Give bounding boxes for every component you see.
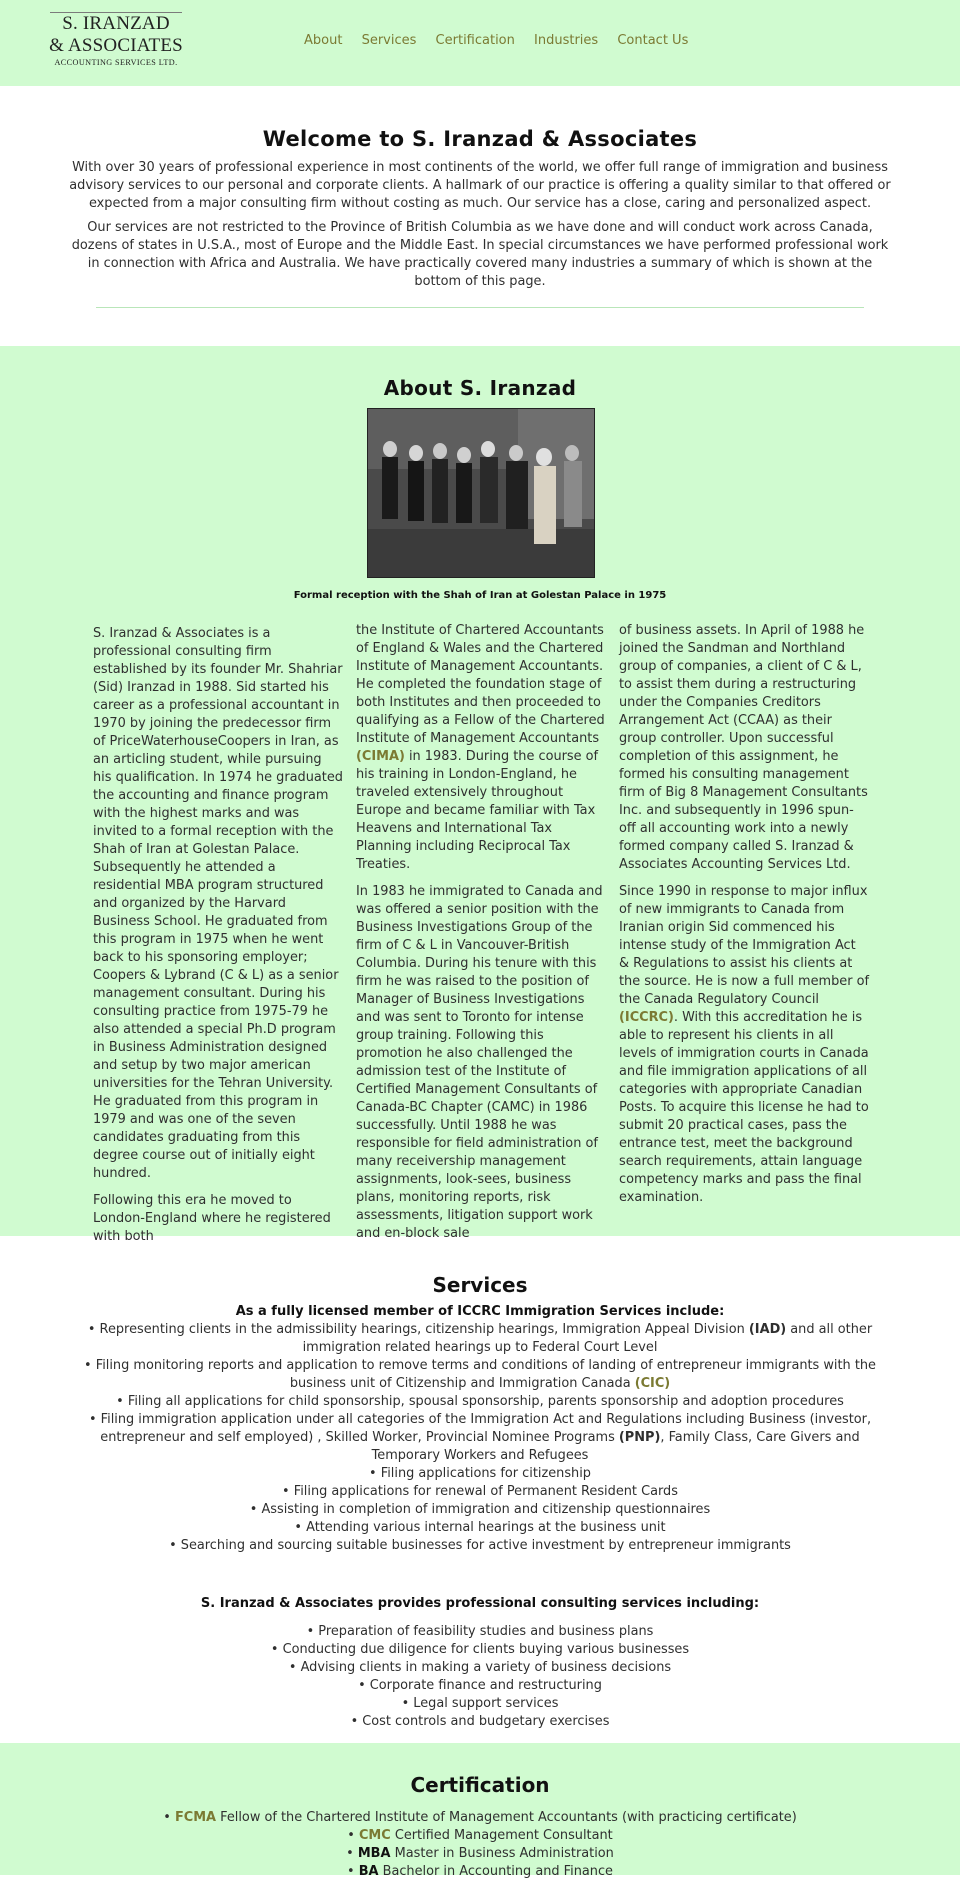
welcome-paragraph-2: Our services are not restricted to the Province of British Columbia as we have done and will conduct work across Canada, dozens of states in U.S.A., most of Europe and the Middle East. In special circumstances we have performed professional work in connection with Africa and Australia. We have practically covered many industries a summary of which is shown at the bottom of this page. (71, 220, 889, 289)
col2-text-b: in 1983. During the course of his training in London-England, he traveled extensively throughout Europe and became familiar with Tax Heavens and International Tax Planning including Reciprocal Tax Treaties. (356, 749, 599, 872)
about-section (0, 346, 960, 1244)
cima-highlight: (CIMA) (356, 749, 405, 764)
reception-photo (367, 408, 595, 578)
cert-item-cmc: • CMC Certified Management Consultant (347, 1828, 613, 1843)
ba-abbr: BA (358, 1864, 379, 1879)
service-item-6: • Filing applications for renewal of Permanent Resident Cards (282, 1484, 678, 1499)
cert-item-mba: • MBA Master in Business Administration (346, 1846, 614, 1861)
consulting-item-2: • Conducting due diligence for clients buying various businesses (270, 1642, 690, 1657)
logo-line-1: S. IRANZAD (62, 13, 170, 34)
iad-abbr: (IAD) (748, 1322, 787, 1337)
consulting-item-6: • Cost controls and budgetary exercises (350, 1714, 610, 1729)
nav-industries[interactable]: Industries (534, 33, 599, 48)
pnp-abbr: (PNP) (618, 1430, 661, 1445)
service-item-2 (66, 1357, 894, 1393)
cert-item-ba: • BA Bachelor in Accounting and Finance (346, 1864, 613, 1879)
col3-text-b: . With this accreditation he is able to represent his clients in all levels of immigration courts in Canada and file immigration applications of all categories with appropriate Canadian Posts. To acquire this license he had to submit 20 practical cases, pass the entrance test, meet the background search requirements, attain language competency marks and pass the final examination. (619, 1010, 869, 1205)
photo-caption: Formal reception with the Shah of Iran at Golestan Palace in 1975 (293, 590, 667, 601)
ba-text: Bachelor in Accounting and Finance (378, 1864, 613, 1879)
main-nav (304, 33, 703, 48)
welcome-paragraph-1: With over 30 years of professional experience in most continents of the world, we offer full range of immigration and business advisory services to our personal and corporate clients. A hallmark of our practice is offering a quality similar to that offered or expected from a major consulting firm without costing as much. Our service has a close, caring and personalized aspect. (69, 160, 891, 211)
cic-abbr: (CIC) (634, 1376, 671, 1391)
service-item-7: • Assisting in completion of immigration and citizenship questionnaires (249, 1502, 711, 1517)
service-item-4 (66, 1411, 894, 1465)
consulting-item-3: • Advising clients in making a variety of business decisions (288, 1660, 672, 1675)
fcma-text: Fellow of the Chartered Institute of Management Accountants (with practicing certificate) (216, 1810, 797, 1825)
mba-abbr: MBA (357, 1846, 391, 1861)
service-item-5: • Filing applications for citizenship (369, 1466, 591, 1481)
reception-photo-graphic (368, 409, 594, 577)
service-item-9: • Searching and sourcing suitable businesses for active investment by entrepreneur immigrants (169, 1538, 791, 1553)
site-header (0, 0, 960, 86)
consulting-item-5: • Legal support services (401, 1696, 559, 1711)
about-col3-paragraph-1: of business assets. In April of 1988 he joined the Sandman and Northland group of companies, a client of C & L, to assist them during a restructuring under the Companies Creditors Arrangement Act (CCAA) as their group controller. Upon successful completion of this assignment, he formed his consulting management firm of Big 8 Management Consultants Inc. and subsequently in 1996 spun-off all accounting work into a newly formed company called S. Iranzad & Associates Accounting Services Ltd. (619, 623, 868, 872)
cert-item-fcma: • FCMA Fellow of the Chartered Institute of Management Accountants (with practicing certificate) (163, 1810, 797, 1825)
certification-list (0, 1809, 960, 1881)
nav-certification[interactable]: Certification (435, 33, 515, 48)
services-subtitle: As a fully licensed member of ICCRC Immigration Services include: (235, 1304, 725, 1319)
service-item-1-c: and all other immigration related hearings up to Federal Court Level (302, 1322, 873, 1355)
welcome-section (66, 127, 894, 297)
service-item-4-a: • Filing immigration application under all categories of the Immigration Act and Regulations including Business (investor, entrepreneur and self employed) , Skilled Worker, Provincial Nominee Programs (88, 1412, 872, 1445)
cmc-abbr: CMC (358, 1828, 391, 1843)
about-column-3 (619, 622, 869, 1216)
welcome-title: Welcome to S. Iranzad & Associates (262, 127, 698, 151)
col3-text-a: Since 1990 in response to major influx of new immigrants to Canada from Iranian origin Sid commenced his intense study of the Immigration Act & Regulations to assist his clients at the source. He is now a full member of the Canada Regulatory Council (619, 884, 870, 1007)
nav-about[interactable]: About (304, 33, 343, 48)
service-item-1 (66, 1321, 894, 1357)
services-section (66, 1273, 894, 1731)
about-title: About S. Iranzad (383, 376, 577, 400)
company-logo[interactable] (48, 12, 184, 67)
logo-line-2: & ASSOCIATES (49, 35, 183, 56)
fcma-abbr: FCMA (174, 1810, 217, 1825)
section-divider (96, 307, 864, 308)
service-item-8: • Attending various internal hearings at the business unit (294, 1520, 666, 1535)
mba-text: Master in Business Administration (390, 1846, 614, 1861)
about-column-2 (356, 622, 606, 1252)
nav-contact-us[interactable]: Contact Us (617, 33, 689, 48)
consulting-subtitle: S. Iranzad & Associates provides professional consulting services including: (200, 1596, 760, 1611)
col2-text-a: the Institute of Chartered Accountants of England & Wales and the Chartered Institute of Management Accountants. He completed the foundation stage of both Institutes and then proceeded to qualifying as a Fellow of the Chartered Institute of Management Accountants (356, 623, 605, 746)
about-col1-paragraph-1: S. Iranzad & Associates is a professional consulting firm established by its founder Mr. Shahriar (Sid) Iranzad in 1988. Sid started his career as a professional accountant in 1970 by joining the predecessor firm of PriceWaterhouseCoopers in Iran, as an articling student, while pursuing his qualification. In 1974 he graduated the accounting and finance program with the highest marks and was invited to a formal reception with the Shah of Iran at Golestan Palace. Subsequently he attended a residential MBA program structured and organized by the Harvard Business School. He graduated from this program in 1975 when he went back to his sponsoring employer; Coopers & Lybrand (C & L) as a senior management consultant. During his consulting practice from 1975-79 he also attended a special Ph.D program in Business Administration designed and setup by two major american universities for the Tehran University. He graduated from this program in 1979 and was one of the seven candidates graduating from this degree course out of initially eight hundred. (93, 626, 343, 1181)
logo-line-3: ACCOUNTING SERVICES LTD. (54, 58, 178, 67)
about-col2-paragraph-2: In 1983 he immigrated to Canada and was offered a senior position with the Business Investigations Group of the firm of C & L in Vancouver-British Columbia. During his tenure with this firm he was raised to the position of Manager of Business Investigations and was sent to Toronto for intense group training. Following this promotion he also challenged the admission test of the Institute of Certified Management Consultants of Canada-BC Chapter (CAMC) in 1986 successfully. Until 1988 he was responsible for field administration of many receivership management assignments, look-sees, business plans, monitoring reports, risk assessments, litigation support work and en-block sale (356, 884, 603, 1241)
about-col3-paragraph-2 (619, 883, 869, 1207)
service-item-1-a: • Representing clients in the admissibility hearings, citizenship hearings, Immigration Appeal Division (87, 1322, 749, 1337)
services-title: Services (432, 1273, 528, 1297)
nav-services[interactable]: Services (361, 33, 417, 48)
consulting-item-4: • Corporate finance and restructuring (358, 1678, 602, 1693)
about-column-1 (93, 625, 343, 1255)
cmc-text: Certified Management Consultant (390, 1828, 613, 1843)
certification-title: Certification (410, 1773, 550, 1797)
certification-section (0, 1743, 960, 1879)
about-col1-paragraph-2: Following this era he moved to London-England where he registered with both (93, 1193, 331, 1244)
service-item-2-a: • Filing monitoring reports and application to remove terms and conditions of landing of entrepreneur immigrants with the business unit of Citizenship and Immigration Canada (84, 1358, 876, 1391)
service-item-3: • Filing all applications for child sponsorship, spousal sponsorship, parents sponsorship and adoption procedures (116, 1394, 844, 1409)
iccrc-highlight: (ICCRC) (619, 1010, 674, 1025)
about-col2-paragraph-1 (356, 622, 606, 874)
consulting-item-1: • Preparation of feasibility studies and business plans (306, 1624, 654, 1639)
service-item-4-c: , Family Class, Care Givers and Temporary Workers and Refugees (371, 1430, 860, 1463)
